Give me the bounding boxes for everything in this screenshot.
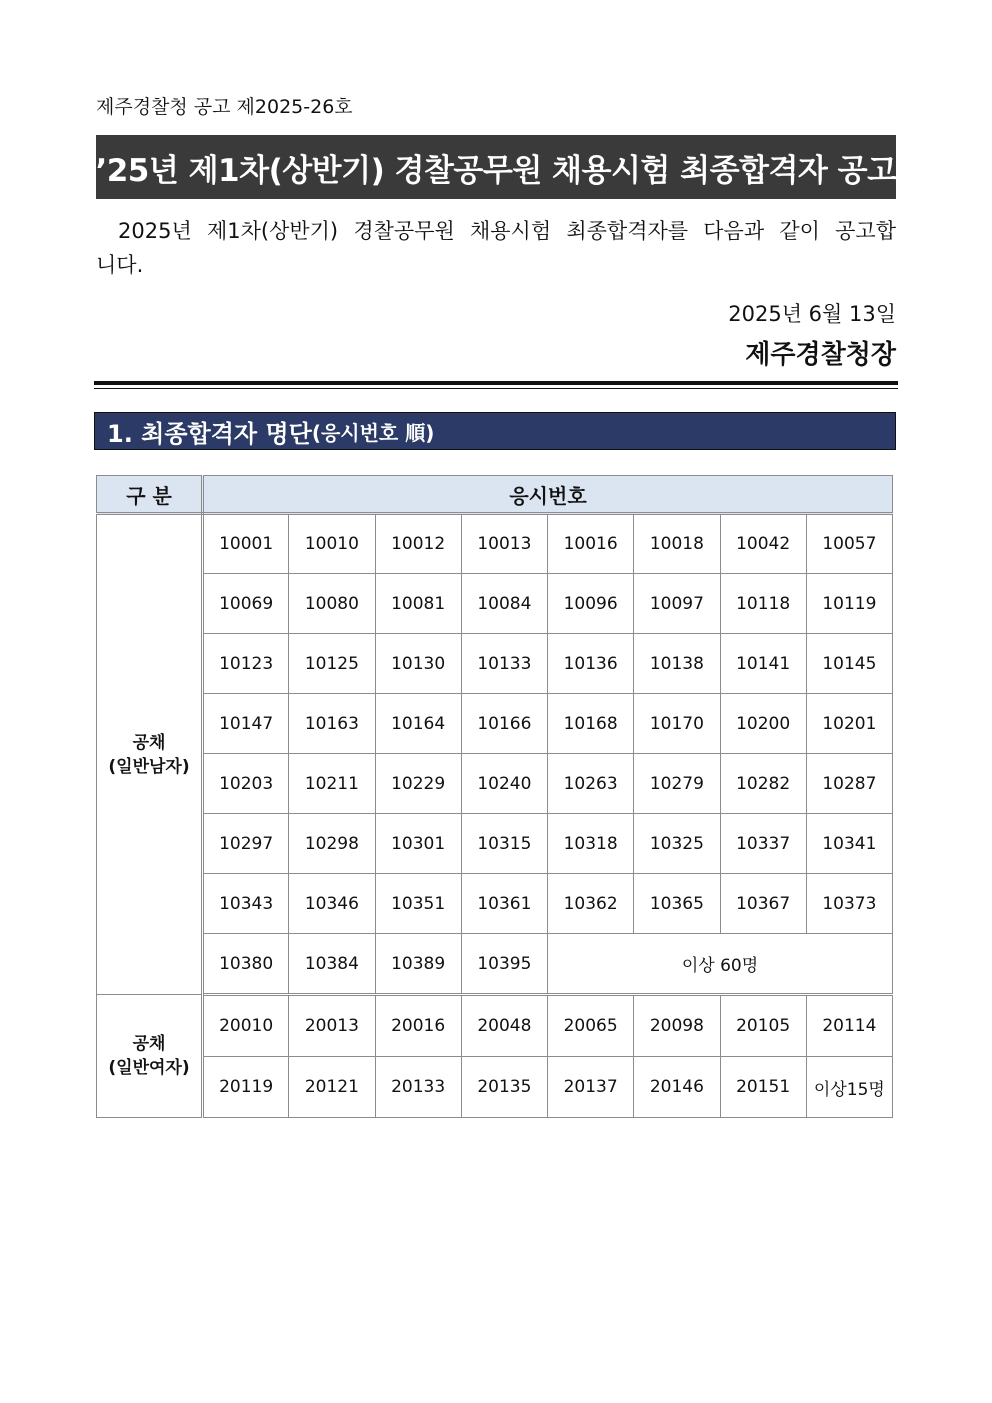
candidate-number: 10318: [548, 814, 634, 874]
notice-date: 2025년 6월 13일: [728, 302, 896, 326]
candidate-number: 10341: [806, 814, 892, 874]
candidate-number: 10119: [806, 574, 892, 634]
candidate-number: 10263: [548, 754, 634, 814]
table-row: [97, 514, 893, 574]
divider-thin: [94, 388, 898, 389]
candidate-number: 10200: [720, 694, 806, 754]
candidate-number: 20016: [375, 995, 461, 1057]
candidate-number: 10384: [289, 934, 375, 995]
candidate-number: 10097: [634, 574, 720, 634]
candidate-number: 10229: [375, 754, 461, 814]
candidate-number: 10145: [806, 634, 892, 694]
candidate-number: 10123: [203, 634, 289, 694]
group-total: 이상15명: [806, 1057, 892, 1118]
candidate-number: 10013: [461, 514, 547, 574]
group-total: 이상 60명: [548, 934, 893, 995]
candidate-number: 10001: [203, 514, 289, 574]
candidate-number: 10346: [289, 874, 375, 934]
candidate-number: 10141: [720, 634, 806, 694]
table-row: [97, 814, 893, 874]
candidate-number: 10138: [634, 634, 720, 694]
candidate-number: 10018: [634, 514, 720, 574]
candidate-number: 10389: [375, 934, 461, 995]
candidate-number: 20135: [461, 1057, 547, 1118]
candidate-number: 10297: [203, 814, 289, 874]
candidate-number: 10201: [806, 694, 892, 754]
candidate-number: 20137: [548, 1057, 634, 1118]
table-row: [97, 634, 893, 694]
candidate-number: 20146: [634, 1057, 720, 1118]
candidate-number: 10395: [461, 934, 547, 995]
candidate-number: 10343: [203, 874, 289, 934]
candidate-number: 10337: [720, 814, 806, 874]
table-row: [97, 1057, 893, 1118]
table-row: [97, 574, 893, 634]
category-female: 공채 (일반여자): [97, 995, 203, 1118]
candidate-number: 10287: [806, 754, 892, 814]
section-heading: [94, 412, 896, 450]
candidate-number: 10081: [375, 574, 461, 634]
candidate-number: 10240: [461, 754, 547, 814]
issuer-name: 제주경찰청장: [745, 340, 896, 370]
candidate-number: 10361: [461, 874, 547, 934]
candidate-number: 20065: [548, 995, 634, 1057]
candidate-number: 10057: [806, 514, 892, 574]
candidate-number: 20119: [203, 1057, 289, 1118]
candidate-number: 10010: [289, 514, 375, 574]
candidate-number: 20114: [806, 995, 892, 1057]
candidate-number: 10133: [461, 634, 547, 694]
candidate-number: 10362: [548, 874, 634, 934]
category-male: 공채 (일반남자): [97, 514, 203, 995]
divider-thick: [94, 381, 898, 385]
candidate-number: 10168: [548, 694, 634, 754]
candidate-number: 20133: [375, 1057, 461, 1118]
candidate-number: 10125: [289, 634, 375, 694]
header-category: 구 분: [97, 476, 203, 514]
candidate-number: 10147: [203, 694, 289, 754]
table-row: [97, 874, 893, 934]
candidate-number: 10130: [375, 634, 461, 694]
candidate-number: 10042: [720, 514, 806, 574]
header-numbers: 응시번호: [203, 476, 893, 514]
candidate-number: 10164: [375, 694, 461, 754]
candidate-number: 10069: [203, 574, 289, 634]
candidate-number: 20098: [634, 995, 720, 1057]
section-title: 1. 최종합격자 명단: [107, 419, 312, 448]
candidate-number: 10012: [375, 514, 461, 574]
candidate-number: 10301: [375, 814, 461, 874]
candidate-number: 10211: [289, 754, 375, 814]
section-subtitle: (응시번호 順): [311, 420, 435, 445]
candidate-number: 20013: [289, 995, 375, 1057]
candidate-number: 20105: [720, 995, 806, 1057]
notice-title: ’25년 제1차(상반기) 경찰공무원 채용시험 최종합격자 공고: [96, 135, 896, 199]
table-row: [97, 995, 893, 1057]
candidate-number: 10016: [548, 514, 634, 574]
table-row: [97, 754, 893, 814]
candidate-number: 20151: [720, 1057, 806, 1118]
candidate-number: 10118: [720, 574, 806, 634]
table-row: [97, 694, 893, 754]
candidate-number: 10096: [548, 574, 634, 634]
candidate-number: 10367: [720, 874, 806, 934]
candidate-number: 10365: [634, 874, 720, 934]
candidate-number: 10315: [461, 814, 547, 874]
candidate-number: 10282: [720, 754, 806, 814]
candidate-number: 20048: [461, 995, 547, 1057]
notice-reference: 제주경찰청 공고 제2025-26호: [96, 96, 353, 118]
candidate-number: 10163: [289, 694, 375, 754]
candidate-number: 10279: [634, 754, 720, 814]
candidate-number: 10298: [289, 814, 375, 874]
candidate-number: 10203: [203, 754, 289, 814]
candidate-number: 10166: [461, 694, 547, 754]
candidate-number: 10170: [634, 694, 720, 754]
candidate-number: 10136: [548, 634, 634, 694]
candidates-table: [96, 475, 893, 1118]
candidate-number: 10080: [289, 574, 375, 634]
candidate-number: 20121: [289, 1057, 375, 1118]
candidate-number: 10084: [461, 574, 547, 634]
table-row: [97, 934, 893, 995]
candidate-number: 10373: [806, 874, 892, 934]
intro-paragraph: 2025년 제1차(상반기) 경찰공무원 채용시험 최종합격자를 다음과 같이 공고합니다.: [96, 219, 896, 277]
candidate-number: 10351: [375, 874, 461, 934]
table-header-row: [97, 476, 893, 514]
candidate-number: 10380: [203, 934, 289, 995]
candidate-number: 10325: [634, 814, 720, 874]
candidate-number: 20010: [203, 995, 289, 1057]
